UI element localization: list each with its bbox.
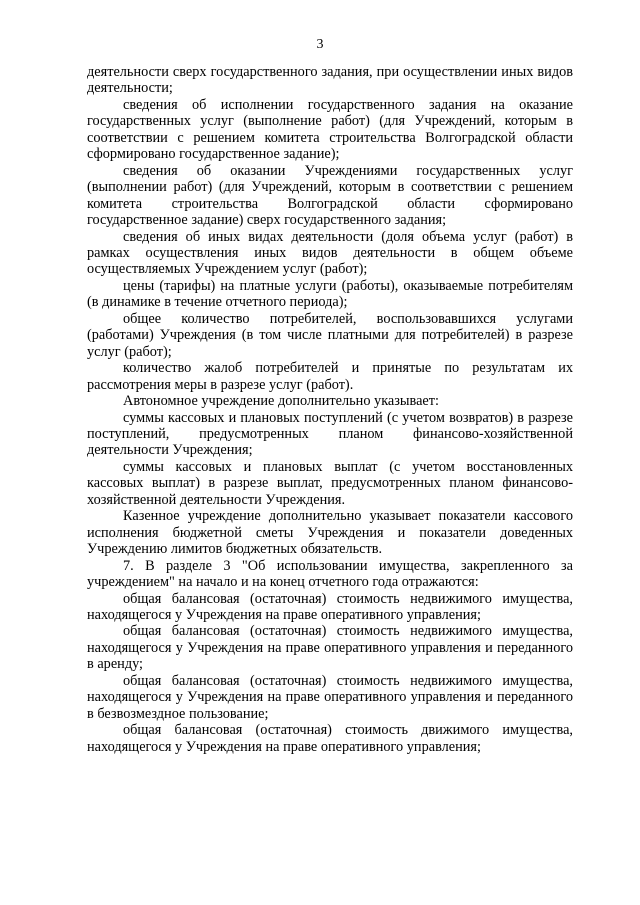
paragraph: общее количество потребителей, воспользовавшихся услугами (работами) Учреждения (в том числе платными для потребителей) в разрезе услуг (работ); bbox=[87, 310, 573, 360]
paragraph: суммы кассовых и плановых выплат (с учетом восстановленных кассовых выплат) в разрезе выплат, предусмотренных планом финансово-хозяйственной деятельности Учреждения. bbox=[87, 458, 573, 508]
document-body bbox=[87, 64, 573, 755]
paragraph: суммы кассовых и плановых поступлений (с учетом возвратов) в разрезе поступлений, предусмотренных планом финансово-хозяйственной деятельности Учреждения; bbox=[87, 409, 573, 459]
section-paragraph: 7. В разделе 3 "Об использовании имущества, закрепленного за учреждением" на начало и на конец отчетного года отражаются: bbox=[87, 557, 573, 591]
paragraph: Автономное учреждение дополнительно указывает: bbox=[123, 393, 439, 410]
paragraph: общая балансовая (остаточная) стоимость недвижимого имущества, находящегося у Учреждения на праве оперативного управления и переданного в безвозмездное пользование; bbox=[87, 672, 573, 722]
paragraph: общая балансовая (остаточная) стоимость недвижимого имущества, находящегося у Учреждения на праве оперативного управления и переданного в аренду; bbox=[87, 623, 573, 673]
paragraph: сведения об оказании Учреждениями государственных услуг (выполнении работ) (для Учреждений, которым в соответствии с решением комитета строительства Волгоградской области сформировано государственное задание) сверх государственного задания; bbox=[87, 162, 573, 229]
paragraph: сведения об иных видах деятельности (доля объема услуг (работ) в рамках осуществления иных видов деятельности в общем объеме осуществляемых Учреждением услуг (работ); bbox=[87, 228, 573, 278]
paragraph: общая балансовая (остаточная) стоимость недвижимого имущества, находящегося у Учреждения на праве оперативного управления; bbox=[87, 590, 573, 623]
paragraph: количество жалоб потребителей и принятые по результатам их рассмотрения меры в разрезе услуг (работ). bbox=[87, 360, 573, 393]
page-number: 3 bbox=[316, 37, 324, 52]
paragraph: Казенное учреждение дополнительно указывает показатели кассового исполнения бюджетной сметы Учреждения и показатели доведенных Учреждению лимитов бюджетных обязательств. bbox=[87, 508, 573, 558]
paragraph: цены (тарифы) на платные услуги (работы), оказываемые потребителям (в динамике в течение отчетного периода); bbox=[87, 277, 573, 311]
paragraph: сведения об исполнении государственного задания на оказание государственных услуг (выполнение работ) (для Учреждений, которым в соответствии с решением комитета строительства Волгоградской области сформировано государственное задание); bbox=[87, 96, 573, 163]
paragraph-continuation: деятельности сверх государственного задания, при осуществлении иных видов деятельности; bbox=[87, 64, 573, 97]
paragraph: общая балансовая (остаточная) стоимость движимого имущества, находящегося у Учреждения на праве оперативного управления; bbox=[87, 722, 573, 755]
